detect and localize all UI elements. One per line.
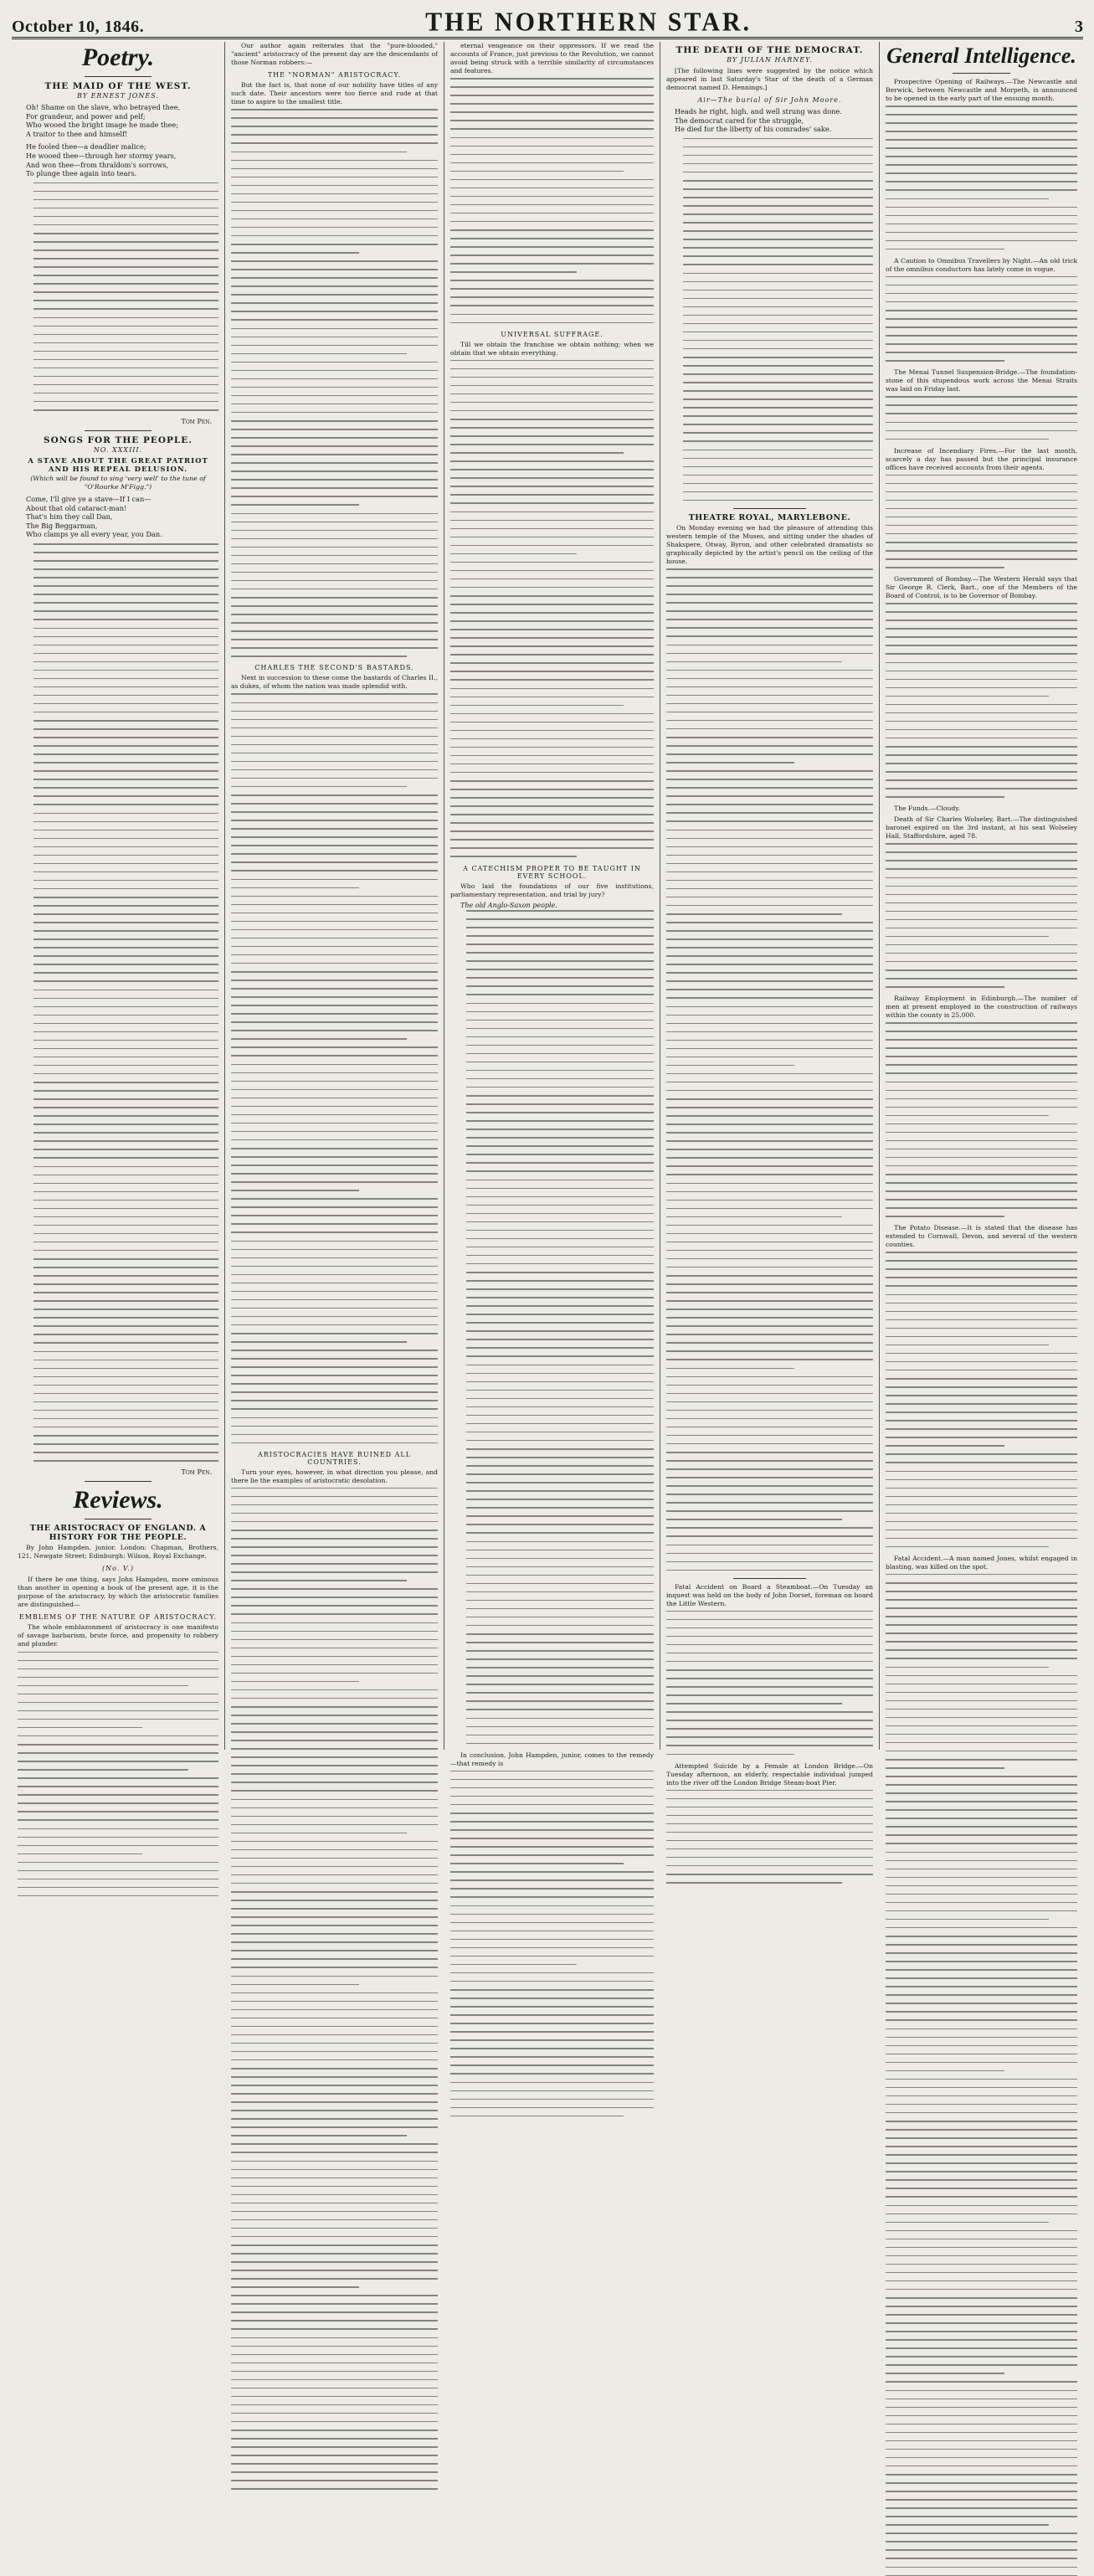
text-block xyxy=(886,105,1077,249)
article-paragraph: Who laid the foundations of our five institutions, parliamentary representation, and trial by jury? xyxy=(450,882,654,898)
article-paragraph: Our author again reiterates that the "pure-blooded," "ancient" aristocracy of the present day are the descendants of those Norman robbers:— xyxy=(231,42,438,67)
news-item: The Potato Disease.—It is stated that the disease has extended to Cornwall, Devon, and several of the western counties. xyxy=(886,1224,1077,1249)
text-block xyxy=(18,543,218,1462)
article-subheading: ARISTOCRACIES HAVE RUINED ALL COUNTRIES. xyxy=(257,1450,412,1466)
article-paragraph: Turn your eyes, however, in what direction you please, and there lie the examples of aristocratic desolation. xyxy=(231,1468,438,1484)
theatre-paragraph: On Monday evening we had the pleasure of attending this western temple of the Muses, and sitting under the shades of Shakspere, Otway, Byron, and other celebrated dramatists so graphically depicted by the artist's pencil on the ceiling of the house. xyxy=(666,523,873,566)
column-4 xyxy=(660,42,880,1787)
poem-stanza: Oh! Shame on the slave, who betrayed thee, For grandeur, and power and pelf; Who wooed the bright image he made thee; A traitor to thee and himself! xyxy=(26,103,181,138)
text-block xyxy=(450,78,654,323)
text-block xyxy=(886,843,1077,987)
news-item: Railway Employment in Edinburgh.—The number of men at present employed in the construction of railways within the county is 25,000. xyxy=(886,995,1077,1020)
page-number: 3 xyxy=(1075,18,1083,36)
news-item-fatal-accident: Fatal Accident on Board a Steamboat.—On Tuesday an inquest was held on the body of John Dorset, foreman on board the Little Western. xyxy=(666,1582,873,1607)
text-block xyxy=(231,1488,438,2490)
section-heading-general-intelligence: General Intelligence. xyxy=(886,44,1076,68)
text-block xyxy=(886,1022,1077,1217)
review-number: (No. V.) xyxy=(102,1565,134,1573)
text-block xyxy=(886,276,1077,362)
columns xyxy=(12,42,1083,1787)
review-subheading: EMBLEMS OF THE NATURE OF ARISTOCRACY. xyxy=(18,1613,218,1622)
text-block xyxy=(666,1790,873,1884)
divider xyxy=(85,1481,152,1482)
news-item: Prospective Opening of Railways.—The Newcastle and Berwick, between Newcastle and Morpeth, is announced to be opened in the early part of the ensuing month. xyxy=(886,78,1077,102)
text-block xyxy=(886,1252,1077,1547)
news-item: Increase of Incendiary Fires.—For the last month, scarcely a day has passed but the principal insurance offices have received accounts from their agents. xyxy=(886,446,1077,471)
poem-title: SONGS FOR THE PEOPLE. xyxy=(44,435,193,446)
column-1 xyxy=(12,42,225,1750)
poem-signature: Tom Pen. xyxy=(181,418,212,426)
text-block xyxy=(666,138,873,501)
text-block xyxy=(886,475,1077,568)
column-2 xyxy=(225,42,444,1750)
text-block xyxy=(18,183,218,411)
column-5 xyxy=(880,42,1083,1750)
poem-note: (Which will be found to sing 'very well' to the tune of "O'Rourke M'Figg.") xyxy=(30,475,206,491)
divider xyxy=(85,76,152,77)
divider xyxy=(85,430,152,431)
news-item: Government of Bombay.—The Western Herald says that Sir George R. Clerk, Bart., one of the Members of the Board of Control, is to be Governor of Bombay. xyxy=(886,575,1077,600)
catechism-answer: The old Anglo-Saxon people. xyxy=(460,901,557,909)
article-paragraph: In conclusion, John Hampden, junior, comes to the remedy—that remedy is xyxy=(450,1751,654,1767)
text-block xyxy=(886,396,1077,440)
poem-byline: BY ERNEST JONES. xyxy=(77,92,159,100)
text-block xyxy=(886,1574,1077,2576)
text-block xyxy=(666,1611,873,1755)
article-paragraph: eternal vengeance on their oppressors. If we read the accounts of France, just previous to the Revolution, we cannot avoid being struck with a terrible similarity of circumstances and features. xyxy=(450,42,654,75)
poem-number: NO. XXXIII. xyxy=(93,446,143,455)
article-paragraph: Next in succession to these come the bastards of Charles II., as dukes, of whom the nation was made splendid with. xyxy=(231,674,438,691)
news-item: The Menai Tunnel Suspension-Bridge.—The foundation-stone of this stupendous work across the Menai Straits was laid on Friday last. xyxy=(886,368,1077,393)
poem-byline: BY JULIAN HARNEY. xyxy=(727,56,813,64)
text-block xyxy=(666,568,873,1571)
review-paragraph: The whole emblazonment of aristocracy is one manifesto of savage barbarism, brute force, and propensity to robbery and plunder. xyxy=(18,1623,218,1648)
review-title: THE ARISTOCRACY OF ENGLAND. A HISTORY FOR THE PEOPLE. xyxy=(29,1524,207,1543)
text-block xyxy=(450,910,654,1744)
section-heading-poetry: Poetry. xyxy=(81,44,155,71)
text-block xyxy=(231,693,438,1443)
article-paragraph: Till we obtain the franchise we obtain nothing; when we obtain that we obtain everything. xyxy=(450,340,654,357)
poem-stanza: Heads he right, high, and well strung was done. The democrat cared for the struggle, He died for the liberty of his comrades' sake. xyxy=(675,107,842,134)
theatre-title: THEATRE ROYAL, MARYLEBONE. xyxy=(688,512,851,522)
poem-title: THE MAID OF THE WEST. xyxy=(44,81,192,91)
poem-subtitle: A STAVE ABOUT THE GREAT PATRIOT AND HIS REPEAL DELUSION. xyxy=(28,457,208,475)
poem-stanza: Come, I'll give ye a stave—If I can— About that old cataract-man! That's him they call Dan, The Big Beggarman, Who clamps ye all every year, you Dan. xyxy=(26,495,162,539)
news-item-attempted-suicide: Attempted Suicide by a Female at London Bridge.—On Tuesday afternoon, an elderly, respectable individual jumped into the river off the London Bridge Steam-boat Pier. xyxy=(666,1761,873,1787)
poem-note: [The following lines were suggested by the notice which appeared in last Saturday's Star of the death of a German democrat named D. Hennings.] xyxy=(666,67,873,91)
text-block xyxy=(231,109,438,657)
issue-date: October 10, 1846. xyxy=(12,18,145,36)
article-subheading: THE "NORMAN" ARISTOCRACY. xyxy=(267,71,402,80)
news-item: The Funds.—Cloudy. xyxy=(894,805,960,813)
text-block xyxy=(450,1771,654,2116)
divider xyxy=(733,508,806,509)
section-heading-reviews: Reviews. xyxy=(73,1486,163,1514)
review-citation: By John Hampden, junior. London: Chapman, Brothers, 121, Newgate Street; Edinburgh: Wilson, Royal Exchange. xyxy=(18,1544,218,1561)
news-item: A Caution to Omnibus Travellers by Night.—An old trick of the omnibus conductors has lately come in vogue. xyxy=(886,256,1077,273)
article-subheading: CHARLES THE SECOND'S BASTARDS. xyxy=(254,664,414,672)
article-paragraph: But the fact is, that none of our nobility have titles of any such date. Their ancestors were too fierce and rude at that time to aspire to the smallest title. xyxy=(231,81,438,106)
divider xyxy=(953,73,1010,74)
newspaper-title: THE NORTHERN STAR. xyxy=(425,8,752,37)
poem-title: THE DEATH OF THE DEMOCRAT. xyxy=(675,45,864,55)
news-item: Death of Sir Charles Wolseley, Bart.—The distinguished baronet expired on the 3rd instant, at his seat Wolseley Hall, Staffordshire, aged 78. xyxy=(886,815,1077,841)
poem-air: Air—The burial of Sir John Moore. xyxy=(697,96,842,104)
text-block xyxy=(450,360,654,857)
poem-signature: Tom Pen. xyxy=(181,1468,212,1477)
masthead xyxy=(12,8,1083,39)
text-block xyxy=(886,603,1077,798)
text-block xyxy=(18,1652,218,1897)
article-subheading: A CATECHISM PROPER TO BE TAUGHT IN EVERY SCHOOL. xyxy=(463,864,641,880)
news-item: Fatal Accident.—A man named Jones, whilst engaged in blasting, was killed on the spot. xyxy=(886,1554,1077,1571)
review-paragraph: If there be one thing, says John Hampden, more ominous than another in opening a book of the present age, it is the purpose of the aristocracy, by which the aristocratic families are distinguished— xyxy=(18,1576,218,1609)
poem-stanza: He fooled thee—a deadlier malice; He wooed thee—through her stormy years, And won thee—from thraldom's sorrows, To plunge thee again into tears. xyxy=(26,142,177,178)
article-subheading: UNIVERSAL SUFFRAGE. xyxy=(501,330,603,338)
divider xyxy=(733,1578,806,1579)
column-3 xyxy=(444,42,660,1767)
